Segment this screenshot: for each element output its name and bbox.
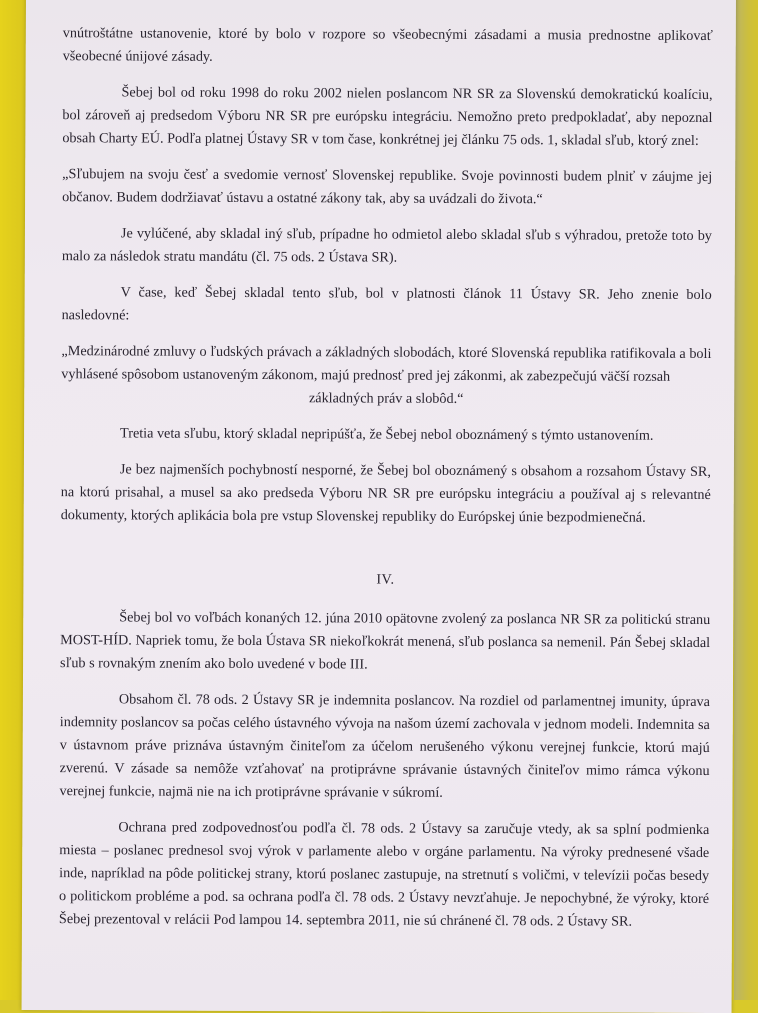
quote-article-11 [61, 340, 711, 412]
paragraph-third-sentence: Tretia veta sľubu, ktorý skladal nepripúšťa, že Šebej nebol oboznámený s týmto ustanovením. [120, 425, 654, 444]
folder-edge-right [734, 0, 758, 1000]
quote-oath: „Sľubujem na svoju česť a svedomie vernosť Slovenskej republike. Svoje povinnosti budem plniť v záujme jej občanov. Budem dodržiavať ústavu a ostatné zákony tak, aby sa uvádzali do života.“ [62, 166, 713, 208]
document-page [22, 0, 736, 1013]
paragraph-continuation: vnútroštátne ustanovenie, ktoré by bolo v rozpore so všeobecnými zásadami a musia prednostne aplikovať všeobecné únijové zásady. [62, 25, 713, 65]
paragraph-undisputed: Je bez najmenších pochybností nesporné, že Šebej bol oboznámený s obsahom a rozsahom Ústavy SR, na ktorú prisahal, a musel sa ako predseda Výboru NR SR pre európsku integráciu a používal aj s relevantné dokumenty, ktorých aplikácia bola pre vstup Slovenskej republiky do Európskej únie bezpodmienečná. [60, 461, 711, 526]
document-body [59, 0, 713, 947]
quote-article-11-end: základných práv a slobôd.“ [308, 390, 464, 407]
section-heading: IV. [376, 571, 395, 588]
paragraph-election-2010: Šebej bol vo voľbách konaných 12. júna 2010 opätovne zvolený za poslanca NR SR za politickú stranu MOST-HÍD. Napriek tomu, že bola Ústava SR niekoľkokrát menená, sľub poslanca sa nemenil. Pán Šebej skladal sľub s rovnakým znením ako bolo uvedené v bode III. [60, 609, 711, 673]
paragraph-sebej-background: Šebej bol od roku 1998 do roku 2002 nielen poslancom NR SR za Slovenskú demokratickú koalíciu, bol zároveň aj predsedom Výboru NR SR pre európsku integráciu. Nemožno preto predpokladať, aby nepoznal obsah Charty EÚ. Podľa platnej Ústavy SR v tom čase, konkrétnej jej článku 75 ods. 1, skladal sľub, ktorý znel: [62, 84, 713, 149]
paragraph-oath-exclusion: Je vylúčené, aby skladal iný sľub, prípadne ho odmietol alebo skladal sľub s výhradou, pretože toto by malo za následok stratu mandátu (čl. 75 ods. 2 Ústava SR). [61, 225, 712, 266]
paragraph-indemnity: Obsahom čl. 78 ods. 2 Ústavy SR je indemnita poslancov. Na rozdiel od parlamentnej imunity, úprava indemnity poslancov sa počas celého ústavného vývoja na našom území zachovala v jednom modeli. Indemnita sa v ústavnom práve priznáva ústavným činiteľom za účelom nerušeného výkonu verejnej funkcie, ktorú majú zverenú. V zásade sa nemôže vzťahovať na protiprávne správanie ústavných činiteľov mimo rámca výkonu verejnej funkcie, najmä nie na ich protiprávne správanie v súkromí. [59, 691, 710, 801]
paragraph-protection: Ochrana pred zodpovednosťou podľa čl. 78 ods. 2 Ústavy sa zaručuje vtedy, ak sa splní podmienka miesta – poslanec prednesol svoj výrok v parlamente alebo v orgáne parlamentu. Na výroky prednesené všade inde, napríklad na pôde politickej strany, ktorú poslanec zastupuje, na stretnutí s voličmi, v televízii počas besedy o politickom probléme a pod. sa ochrana podľa čl. 78 ods. 2 Ústavy nevzťahuje. Je nepochybné, že výroky, ktoré Šebej prezentoval v relácii Pod lampou 14. septembra 2011, nie sú chránené čl. 78 ods. 2 Ústavy SR. [58, 819, 710, 930]
quote-article-11-text: „Medzinárodné zmluvy o ľudských právach a základných slobodách, ktoré Slovenská republika ratifikovala a boli vyhlásené spôsobom ustanoveným zákonom, majú prednosť pred jej zákonmi, ak zabezpečujú väčší rozsah [61, 343, 712, 385]
paragraph-article-11: V čase, keď Šebej skladal tento sľub, bol v platnosti článok 11 Ústavy SR. Jeho znenie bolo nasledovné: [61, 284, 712, 324]
